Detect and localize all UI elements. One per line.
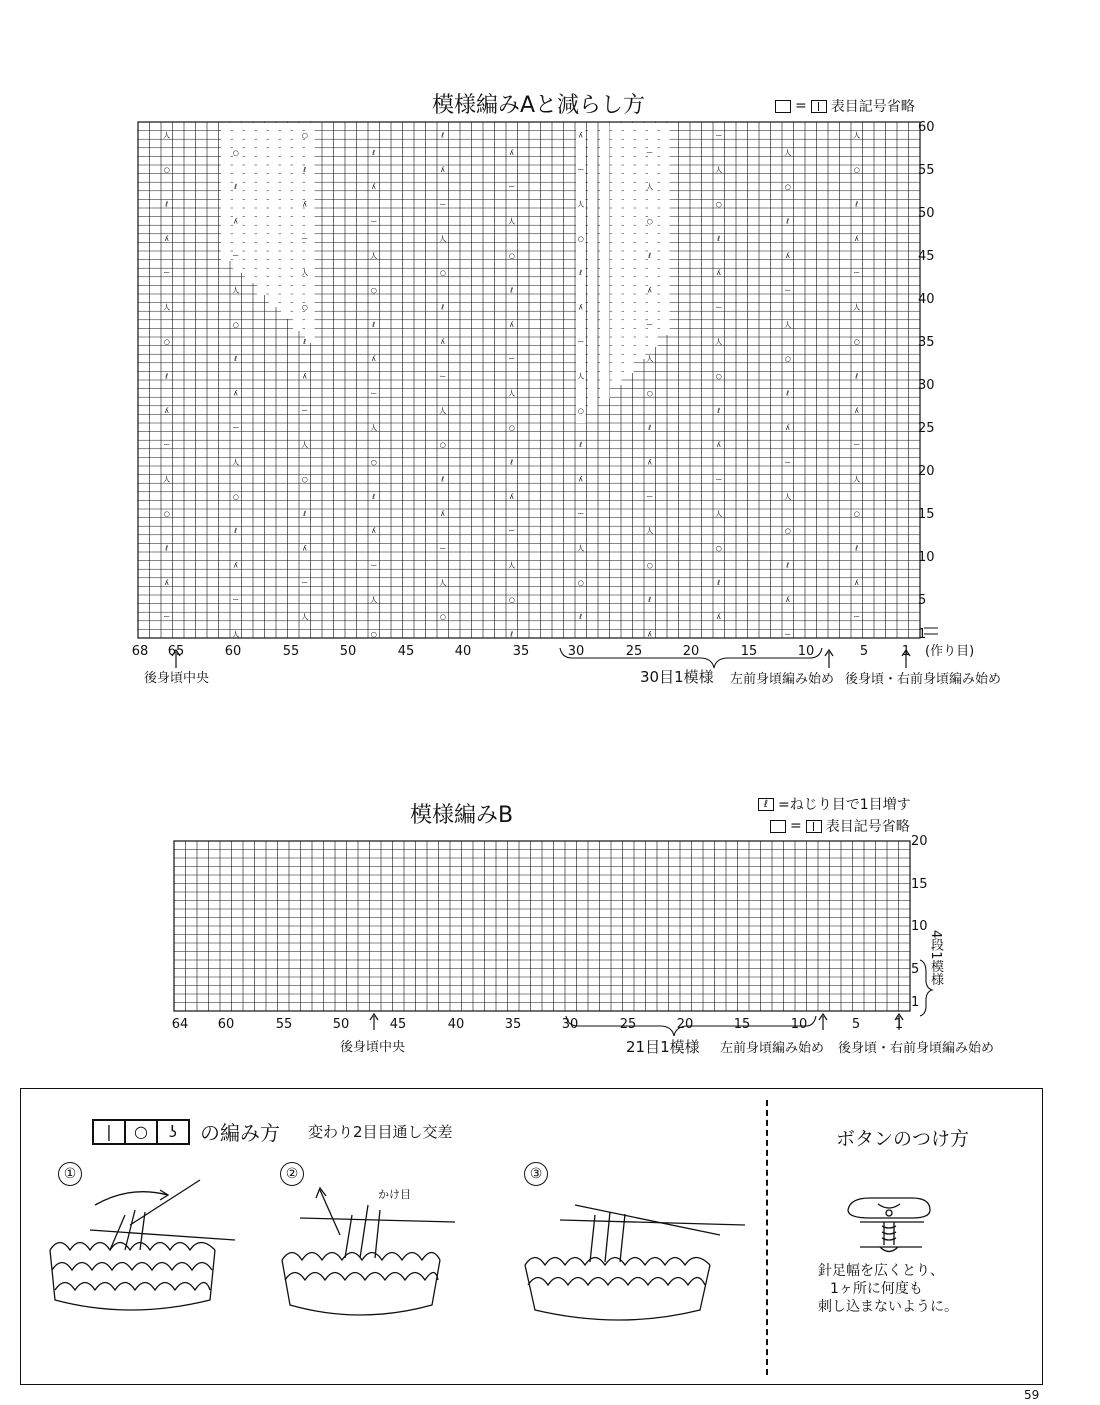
svg-text:人: 人	[853, 303, 861, 312]
svg-text:ℓ: ℓ	[510, 630, 514, 639]
svg-text:ℓ: ℓ	[372, 148, 376, 157]
col-label: 10	[790, 1017, 808, 1032]
chart-a-repeat-label: 30目1模様	[640, 668, 714, 686]
svg-text:ʎ: ʎ	[233, 561, 238, 570]
svg-text:○: ○	[853, 338, 860, 346]
svg-text:人: 人	[577, 372, 585, 381]
page-number: 59	[1024, 1388, 1040, 1402]
svg-text:ー: ー	[301, 578, 309, 587]
svg-text:ℓ: ℓ	[372, 320, 376, 329]
svg-text:ー: ー	[715, 131, 723, 140]
col-label: 50	[332, 1017, 350, 1032]
col-label: 35	[504, 1017, 522, 1032]
button-note-line: 針足幅を広くとり、	[818, 1263, 944, 1279]
svg-text:ʎ: ʎ	[302, 544, 307, 553]
svg-text:ʎ: ʎ	[578, 303, 583, 312]
svg-text:ʎ: ʎ	[854, 406, 859, 415]
svg-text:ℓ: ℓ	[579, 269, 583, 278]
svg-text:ー: ー	[646, 492, 654, 501]
svg-text:○: ○	[301, 475, 308, 484]
chart-b-repeat-label: 21目1模様	[626, 1038, 700, 1056]
legend-text: 表目記号省略	[830, 99, 915, 115]
chart-b-grid	[174, 841, 910, 1011]
svg-text:人: 人	[853, 475, 861, 484]
svg-text:ℓ: ℓ	[441, 475, 445, 484]
chart-b-legend-1	[758, 794, 911, 814]
col-label: 60	[224, 644, 242, 659]
svg-text:ー: ー	[508, 355, 516, 364]
col-label: 30	[567, 644, 585, 659]
svg-text:ℓ: ℓ	[579, 613, 583, 622]
row-label: 50	[918, 206, 935, 221]
twist-increase-icon: ℓ	[758, 798, 774, 811]
svg-text:ℓ: ℓ	[303, 338, 307, 346]
svg-text:人: 人	[439, 406, 447, 415]
row-label: 10	[918, 550, 935, 565]
svg-text:ℓ: ℓ	[165, 544, 169, 553]
svg-text:ー: ー	[439, 200, 447, 209]
svg-text:ー: ー	[232, 596, 240, 604]
svg-text:ー: ー	[232, 424, 240, 432]
svg-text:○: ○	[508, 596, 515, 604]
svg-text:ー: ー	[163, 613, 171, 622]
svg-text:ʎ: ʎ	[716, 441, 721, 450]
chart-b-row-repeat: 4段1模様	[928, 930, 943, 986]
svg-text:ℓ: ℓ	[234, 183, 238, 192]
svg-text:ℓ: ℓ	[786, 217, 790, 226]
step-3-number: ③	[524, 1162, 548, 1186]
svg-text:人: 人	[232, 286, 240, 295]
chart-b-center-label: 後身頃中央	[340, 1040, 406, 1055]
svg-text:ℓ: ℓ	[372, 492, 376, 501]
chart-b-legend-2	[770, 816, 910, 836]
svg-text:人: 人	[646, 183, 654, 192]
svg-text:ー: ー	[784, 286, 792, 295]
svg-text:ー: ー	[508, 183, 516, 192]
svg-text:人: 人	[163, 131, 171, 140]
svg-text:ʎ: ʎ	[509, 492, 514, 501]
svg-text:人: 人	[853, 131, 861, 140]
step-1-number: ①	[58, 1162, 82, 1186]
svg-text:○: ○	[370, 630, 377, 639]
svg-text:○: ○	[646, 217, 653, 226]
svg-text:ʎ: ʎ	[578, 131, 583, 140]
svg-text:ー: ー	[646, 148, 654, 157]
svg-text:○: ○	[784, 355, 791, 364]
row-label: 1	[911, 995, 920, 1010]
svg-text:ー: ー	[715, 303, 723, 312]
row-label: 45	[918, 249, 935, 264]
row-label: 10	[911, 919, 928, 934]
svg-text:人: 人	[784, 320, 792, 329]
knit-cell-icon	[806, 820, 822, 833]
svg-text:人: 人	[715, 166, 723, 174]
svg-text:ʎ: ʎ	[164, 406, 169, 415]
svg-text:ー: ー	[163, 441, 171, 450]
svg-text:○: ○	[232, 148, 239, 157]
svg-text:ʎ: ʎ	[647, 630, 652, 639]
svg-text:ℓ: ℓ	[855, 200, 859, 209]
legend-eq: =	[795, 98, 807, 114]
svg-text:ʎ: ʎ	[785, 424, 790, 432]
button-title: ボタンのつけ方	[836, 1128, 970, 1150]
svg-text:ー: ー	[439, 372, 447, 381]
svg-text:○: ○	[715, 544, 722, 553]
svg-text:人: 人	[301, 441, 309, 450]
svg-text:ー: ー	[370, 561, 378, 570]
row-label: 35	[918, 335, 935, 350]
col-label: 5	[851, 1017, 861, 1032]
svg-text:ʎ: ʎ	[440, 338, 445, 346]
svg-text:ー: ー	[439, 544, 447, 553]
svg-text:ー: ー	[163, 269, 171, 278]
svg-text:ー: ー	[577, 166, 585, 174]
svg-text:○: ○	[577, 406, 584, 415]
svg-text:○: ○	[784, 527, 791, 536]
svg-text:人: 人	[301, 269, 309, 278]
col-label: 60	[217, 1017, 235, 1032]
svg-text:ー: ー	[784, 630, 792, 639]
svg-text:○: ○	[715, 372, 722, 381]
svg-text:人: 人	[646, 355, 654, 364]
svg-text:○: ○	[370, 458, 377, 467]
col-label: 35	[512, 644, 530, 659]
col-label: 50	[339, 644, 357, 659]
col-label: 1	[901, 644, 911, 659]
chart-a-left-front-label: 左前身頃編み始め	[730, 672, 835, 687]
svg-text:ℓ: ℓ	[510, 458, 514, 467]
button-note-line: 1ヶ所に何度も	[830, 1281, 923, 1297]
svg-text:ー: ー	[853, 613, 861, 622]
svg-text:○: ○	[853, 166, 860, 174]
svg-text:人: 人	[439, 578, 447, 587]
svg-text:ℓ: ℓ	[717, 234, 721, 243]
row-label: 25	[918, 421, 935, 436]
svg-text:人: 人	[370, 252, 378, 260]
svg-text:ℓ: ℓ	[717, 406, 721, 415]
row-label: 30	[918, 378, 935, 393]
svg-text:ー: ー	[232, 252, 240, 260]
col-label: 45	[397, 644, 415, 659]
svg-text:ℓ: ℓ	[648, 596, 652, 604]
svg-text:人: 人	[715, 338, 723, 346]
col-label: 15	[740, 644, 758, 659]
svg-text:○: ○	[715, 200, 722, 209]
panel-divider	[766, 1100, 768, 1375]
svg-text:○: ○	[439, 441, 446, 450]
svg-text:○: ○	[577, 234, 584, 243]
svg-text:ʎ: ʎ	[509, 320, 514, 329]
svg-text:ʎ: ʎ	[578, 475, 583, 484]
legend-text: =ねじり目で1目増す	[778, 797, 911, 813]
svg-text:ー: ー	[715, 475, 723, 484]
svg-text:ー: ー	[370, 217, 378, 226]
svg-text:○: ○	[232, 492, 239, 501]
col-label: 25	[619, 1017, 637, 1032]
svg-text:ℓ: ℓ	[303, 510, 307, 518]
svg-text:ʎ: ʎ	[440, 166, 445, 174]
svg-text:ℓ: ℓ	[165, 200, 169, 209]
yarn-over-note: かけ目	[378, 1188, 411, 1201]
svg-text:○: ○	[163, 338, 170, 346]
svg-text:人: 人	[784, 492, 792, 501]
button-note	[818, 1262, 958, 1316]
svg-text:ー: ー	[853, 441, 861, 450]
svg-text:ℓ: ℓ	[234, 527, 238, 536]
row-label: 20	[911, 834, 928, 849]
svg-text:ー: ー	[508, 527, 516, 536]
svg-text:ℓ: ℓ	[648, 252, 652, 260]
svg-text:ℓ: ℓ	[579, 441, 583, 450]
svg-text:ʎ: ʎ	[509, 148, 514, 157]
svg-text:ʎ: ʎ	[164, 234, 169, 243]
chart-b-back-right-label: 後身頃・右前身頃編み始め	[838, 1041, 995, 1056]
svg-text:人: 人	[232, 630, 240, 639]
svg-text:○: ○	[439, 269, 446, 278]
svg-text:○: ○	[439, 613, 446, 622]
svg-text:ℓ: ℓ	[441, 303, 445, 312]
svg-text:ℓ: ℓ	[786, 561, 790, 570]
svg-text:ℓ: ℓ	[855, 372, 859, 381]
step-2-number: ②	[280, 1162, 304, 1186]
svg-text:人: 人	[301, 613, 309, 622]
svg-text:ʎ: ʎ	[854, 234, 859, 243]
col-label: 25	[625, 644, 643, 659]
row-label: 15	[911, 877, 928, 892]
svg-text:ー: ー	[370, 389, 378, 398]
symbol-cell: |	[94, 1121, 126, 1143]
svg-text:ʎ: ʎ	[371, 355, 376, 364]
svg-text:ʎ: ʎ	[164, 578, 169, 587]
svg-text:ʎ: ʎ	[647, 286, 652, 295]
svg-text:○: ○	[646, 561, 653, 570]
symbol-cell: ○	[126, 1121, 158, 1143]
col-label: 45	[389, 1017, 407, 1032]
svg-text:ℓ: ℓ	[855, 544, 859, 553]
col-label: 20	[676, 1017, 694, 1032]
svg-text:○: ○	[646, 389, 653, 398]
svg-text:ℓ: ℓ	[234, 355, 238, 364]
svg-text:ʎ: ʎ	[854, 578, 859, 587]
svg-text:人: 人	[646, 527, 654, 536]
row-label: 55	[918, 163, 935, 178]
chart-b-left-front-label: 左前身頃編み始め	[720, 1041, 825, 1056]
svg-text:人: 人	[577, 544, 585, 553]
svg-text:○: ○	[232, 320, 239, 329]
svg-text:○: ○	[370, 286, 377, 295]
chart-b-title: 模様編みB	[410, 803, 514, 828]
svg-text:人: 人	[163, 303, 171, 312]
svg-text:ʎ: ʎ	[302, 372, 307, 381]
svg-text:ʎ: ʎ	[440, 510, 445, 518]
svg-text:ʎ: ʎ	[785, 252, 790, 260]
howto-subtitle: 変わり2目目通し交差	[308, 1123, 453, 1141]
svg-text:人: 人	[370, 424, 378, 432]
legend-eq: =	[790, 818, 802, 834]
svg-text:○: ○	[784, 183, 791, 192]
svg-text:ー: ー	[853, 269, 861, 278]
svg-text:人: 人	[715, 510, 723, 518]
howto-heading	[92, 1117, 453, 1146]
svg-text:人: 人	[508, 389, 516, 398]
row-label: 5	[918, 593, 927, 608]
svg-text:ー: ー	[301, 406, 309, 415]
row-label: 15	[918, 507, 935, 522]
col-label: 30	[561, 1017, 579, 1032]
col-label: 68	[131, 644, 149, 659]
svg-text:ʎ: ʎ	[647, 458, 652, 467]
button-note-line: 刺し込まないように。	[818, 1299, 958, 1315]
chart-a-grid	[138, 122, 920, 638]
col-label: 40	[447, 1017, 465, 1032]
svg-text:ー: ー	[301, 234, 309, 243]
col-label: 20	[682, 644, 700, 659]
chart-a-back-right-label: 後身頃・右前身頃編み始め	[845, 672, 1002, 687]
svg-text:○: ○	[163, 510, 170, 518]
chart-a-center-label: 後身頃中央	[144, 671, 210, 686]
svg-text:○: ○	[163, 166, 170, 174]
svg-text:ℓ: ℓ	[165, 372, 169, 381]
blank-cell-icon	[770, 820, 786, 833]
svg-text:人: 人	[370, 596, 378, 604]
svg-text:人: 人	[232, 458, 240, 467]
legend-text: 表目記号省略	[825, 819, 910, 835]
svg-text:ℓ: ℓ	[648, 424, 652, 432]
howto-title: の編み方	[200, 1121, 280, 1145]
svg-text:ー: ー	[577, 338, 585, 346]
svg-text:ʎ: ʎ	[716, 613, 721, 622]
row-label: 60	[918, 120, 935, 135]
svg-text:○: ○	[508, 424, 515, 432]
svg-text:ー: ー	[784, 458, 792, 467]
col-label: 55	[282, 644, 300, 659]
svg-text:人: 人	[577, 200, 585, 209]
col-label: 55	[275, 1017, 293, 1032]
col-label: 40	[454, 644, 472, 659]
svg-text:ʎ: ʎ	[785, 596, 790, 604]
col-label: 1	[894, 1017, 904, 1032]
svg-text:人: 人	[163, 475, 171, 484]
svg-text:ʎ: ʎ	[371, 527, 376, 536]
svg-text:人: 人	[508, 561, 516, 570]
svg-text:○: ○	[301, 303, 308, 312]
chart-a-title: 模様編みAと減らし方	[432, 93, 646, 118]
svg-text:ー: ー	[577, 510, 585, 518]
svg-text:ℓ: ℓ	[303, 166, 307, 174]
col-label: 5	[859, 644, 869, 659]
row-label: 5	[911, 962, 920, 977]
svg-text:ℓ: ℓ	[786, 389, 790, 398]
cast-on-label: (作り目)	[925, 644, 975, 659]
row-label: 1	[918, 627, 927, 642]
svg-text:○: ○	[577, 578, 584, 587]
svg-text:ʎ: ʎ	[716, 269, 721, 278]
svg-text:ʎ: ʎ	[233, 217, 238, 226]
svg-text:ʎ: ʎ	[233, 389, 238, 398]
svg-text:○: ○	[508, 252, 515, 260]
svg-text:ℓ: ℓ	[510, 286, 514, 295]
svg-text:人: 人	[439, 234, 447, 243]
col-label: 65	[167, 644, 185, 659]
row-label: 20	[918, 464, 935, 479]
col-label: 10	[797, 644, 815, 659]
symbol-cell: ʖ	[168, 1121, 178, 1141]
svg-text:人: 人	[508, 217, 516, 226]
svg-text:ー: ー	[646, 320, 654, 329]
svg-text:ʎ: ʎ	[371, 183, 376, 192]
svg-text:人: 人	[784, 148, 792, 157]
svg-text:○: ○	[301, 131, 308, 140]
svg-text:○: ○	[853, 510, 860, 518]
col-label: 15	[733, 1017, 751, 1032]
row-label: 40	[918, 292, 935, 307]
col-label: 64	[171, 1017, 189, 1032]
svg-text:ℓ: ℓ	[441, 131, 445, 140]
svg-text:ℓ: ℓ	[717, 578, 721, 587]
cross-stitch-symbol-icon	[92, 1119, 190, 1145]
svg-text:ʎ: ʎ	[302, 200, 307, 209]
